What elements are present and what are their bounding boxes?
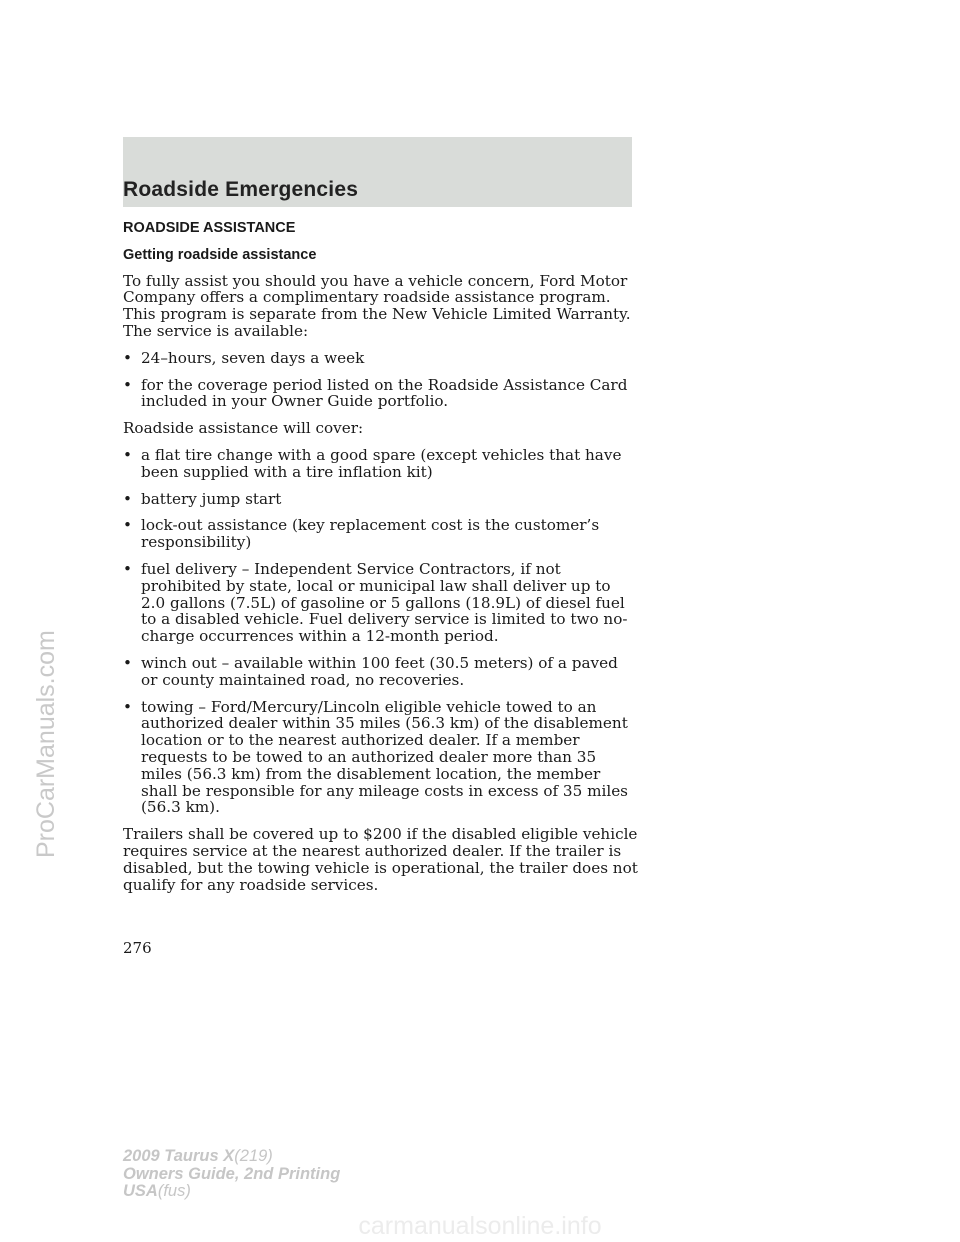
bullet-icon: •	[123, 697, 132, 716]
coverage-list	[123, 447, 638, 816]
availability-list	[123, 350, 638, 410]
bullet-icon: •	[123, 653, 132, 672]
bullet-icon: •	[123, 559, 132, 578]
footer-market-code: (fus)	[157, 1182, 191, 1200]
list-item	[123, 350, 638, 367]
footer-line-market	[123, 1183, 340, 1201]
list-item-text: winch out – available within 100 feet (30.5 meters) of a paved or county maintained road, no recoveries.	[141, 653, 618, 689]
footer-market: USA	[123, 1182, 158, 1200]
main-content	[123, 220, 638, 903]
bullet-icon: •	[123, 348, 132, 367]
footer-model: 2009 Taurus X	[123, 1147, 235, 1165]
list-item-text: battery jump start	[141, 489, 282, 508]
footer-printing: Owners Guide, 2nd Printing	[123, 1164, 341, 1183]
footer	[123, 1148, 340, 1201]
list-item-text: lock-out assistance (key replacement cost is the customer’s responsibility)	[141, 516, 600, 552]
intro-paragraph: To fully assist you should you have a vehicle concern, Ford Motor Company offers a complimentary roadside assistance program. This program is separate from the New Vehicle Limited Warranty. The service is available:	[123, 271, 631, 340]
list-item-text: a flat tire change with a good spare (except vehicles that have been supplied with a tire inflation kit)	[141, 445, 622, 481]
bullet-icon: •	[123, 445, 132, 464]
bottom-watermark-text: carmanualsonline.info	[358, 1212, 602, 1240]
footer-line-model	[123, 1148, 340, 1166]
list-item-text: 24–hours, seven days a week	[141, 348, 365, 367]
list-item	[123, 561, 638, 645]
bottom-watermark	[0, 1207, 960, 1242]
list-item	[123, 447, 638, 481]
bullet-icon: •	[123, 375, 132, 394]
list-item-text: towing – Ford/Mercury/Lincoln eligible vehicle towed to an authorized dealer within 35 miles (56.3 km) of the disablement location or to the nearest authorized dealer. If a member requests to be towed to an authorized dealer more than 35 miles (56.3 km) from the disablement location, the member shall be responsible for any mileage costs in excess of 35 miles (56.3 km).	[141, 697, 628, 817]
trailers-paragraph: Trailers shall be covered up to $200 if the disabled eligible vehicle requires service at the nearest authorized dealer. If the trailer is disabled, but the towing vehicle is operational, the trailer does not qualify for any roadside services.	[123, 825, 638, 894]
subheading: Getting roadside assistance	[123, 246, 317, 263]
section-title: ROADSIDE ASSISTANCE	[123, 220, 296, 236]
list-item-text: for the coverage period listed on the Roadside Assistance Card included in your Owner Guide portfolio.	[141, 375, 628, 411]
list-item	[123, 377, 638, 411]
bullet-icon: •	[123, 516, 132, 535]
list-item-text: fuel delivery – Independent Service Contractors, if not prohibited by state, local or municipal law shall deliver up to 2.0 gallons (7.5L) of gasoline or 5 gallons (18.9L) of diesel fuel to a disabled vehicle. Fuel delivery service is limited to two no-charge occurrences within a 12-month period.	[141, 559, 628, 646]
list-item	[123, 655, 638, 689]
page-number: 276	[123, 939, 152, 957]
list-item	[123, 517, 638, 551]
side-watermark-text: ProCarManuals.com	[32, 630, 60, 858]
list-item	[123, 699, 638, 817]
page-title: Roadside Emergencies	[123, 178, 359, 201]
footer-model-code: (219)	[234, 1147, 273, 1165]
coverage-intro: Roadside assistance will cover:	[123, 419, 364, 438]
bullet-icon: •	[123, 489, 132, 508]
list-item	[123, 491, 638, 508]
side-watermark	[24, 510, 64, 860]
